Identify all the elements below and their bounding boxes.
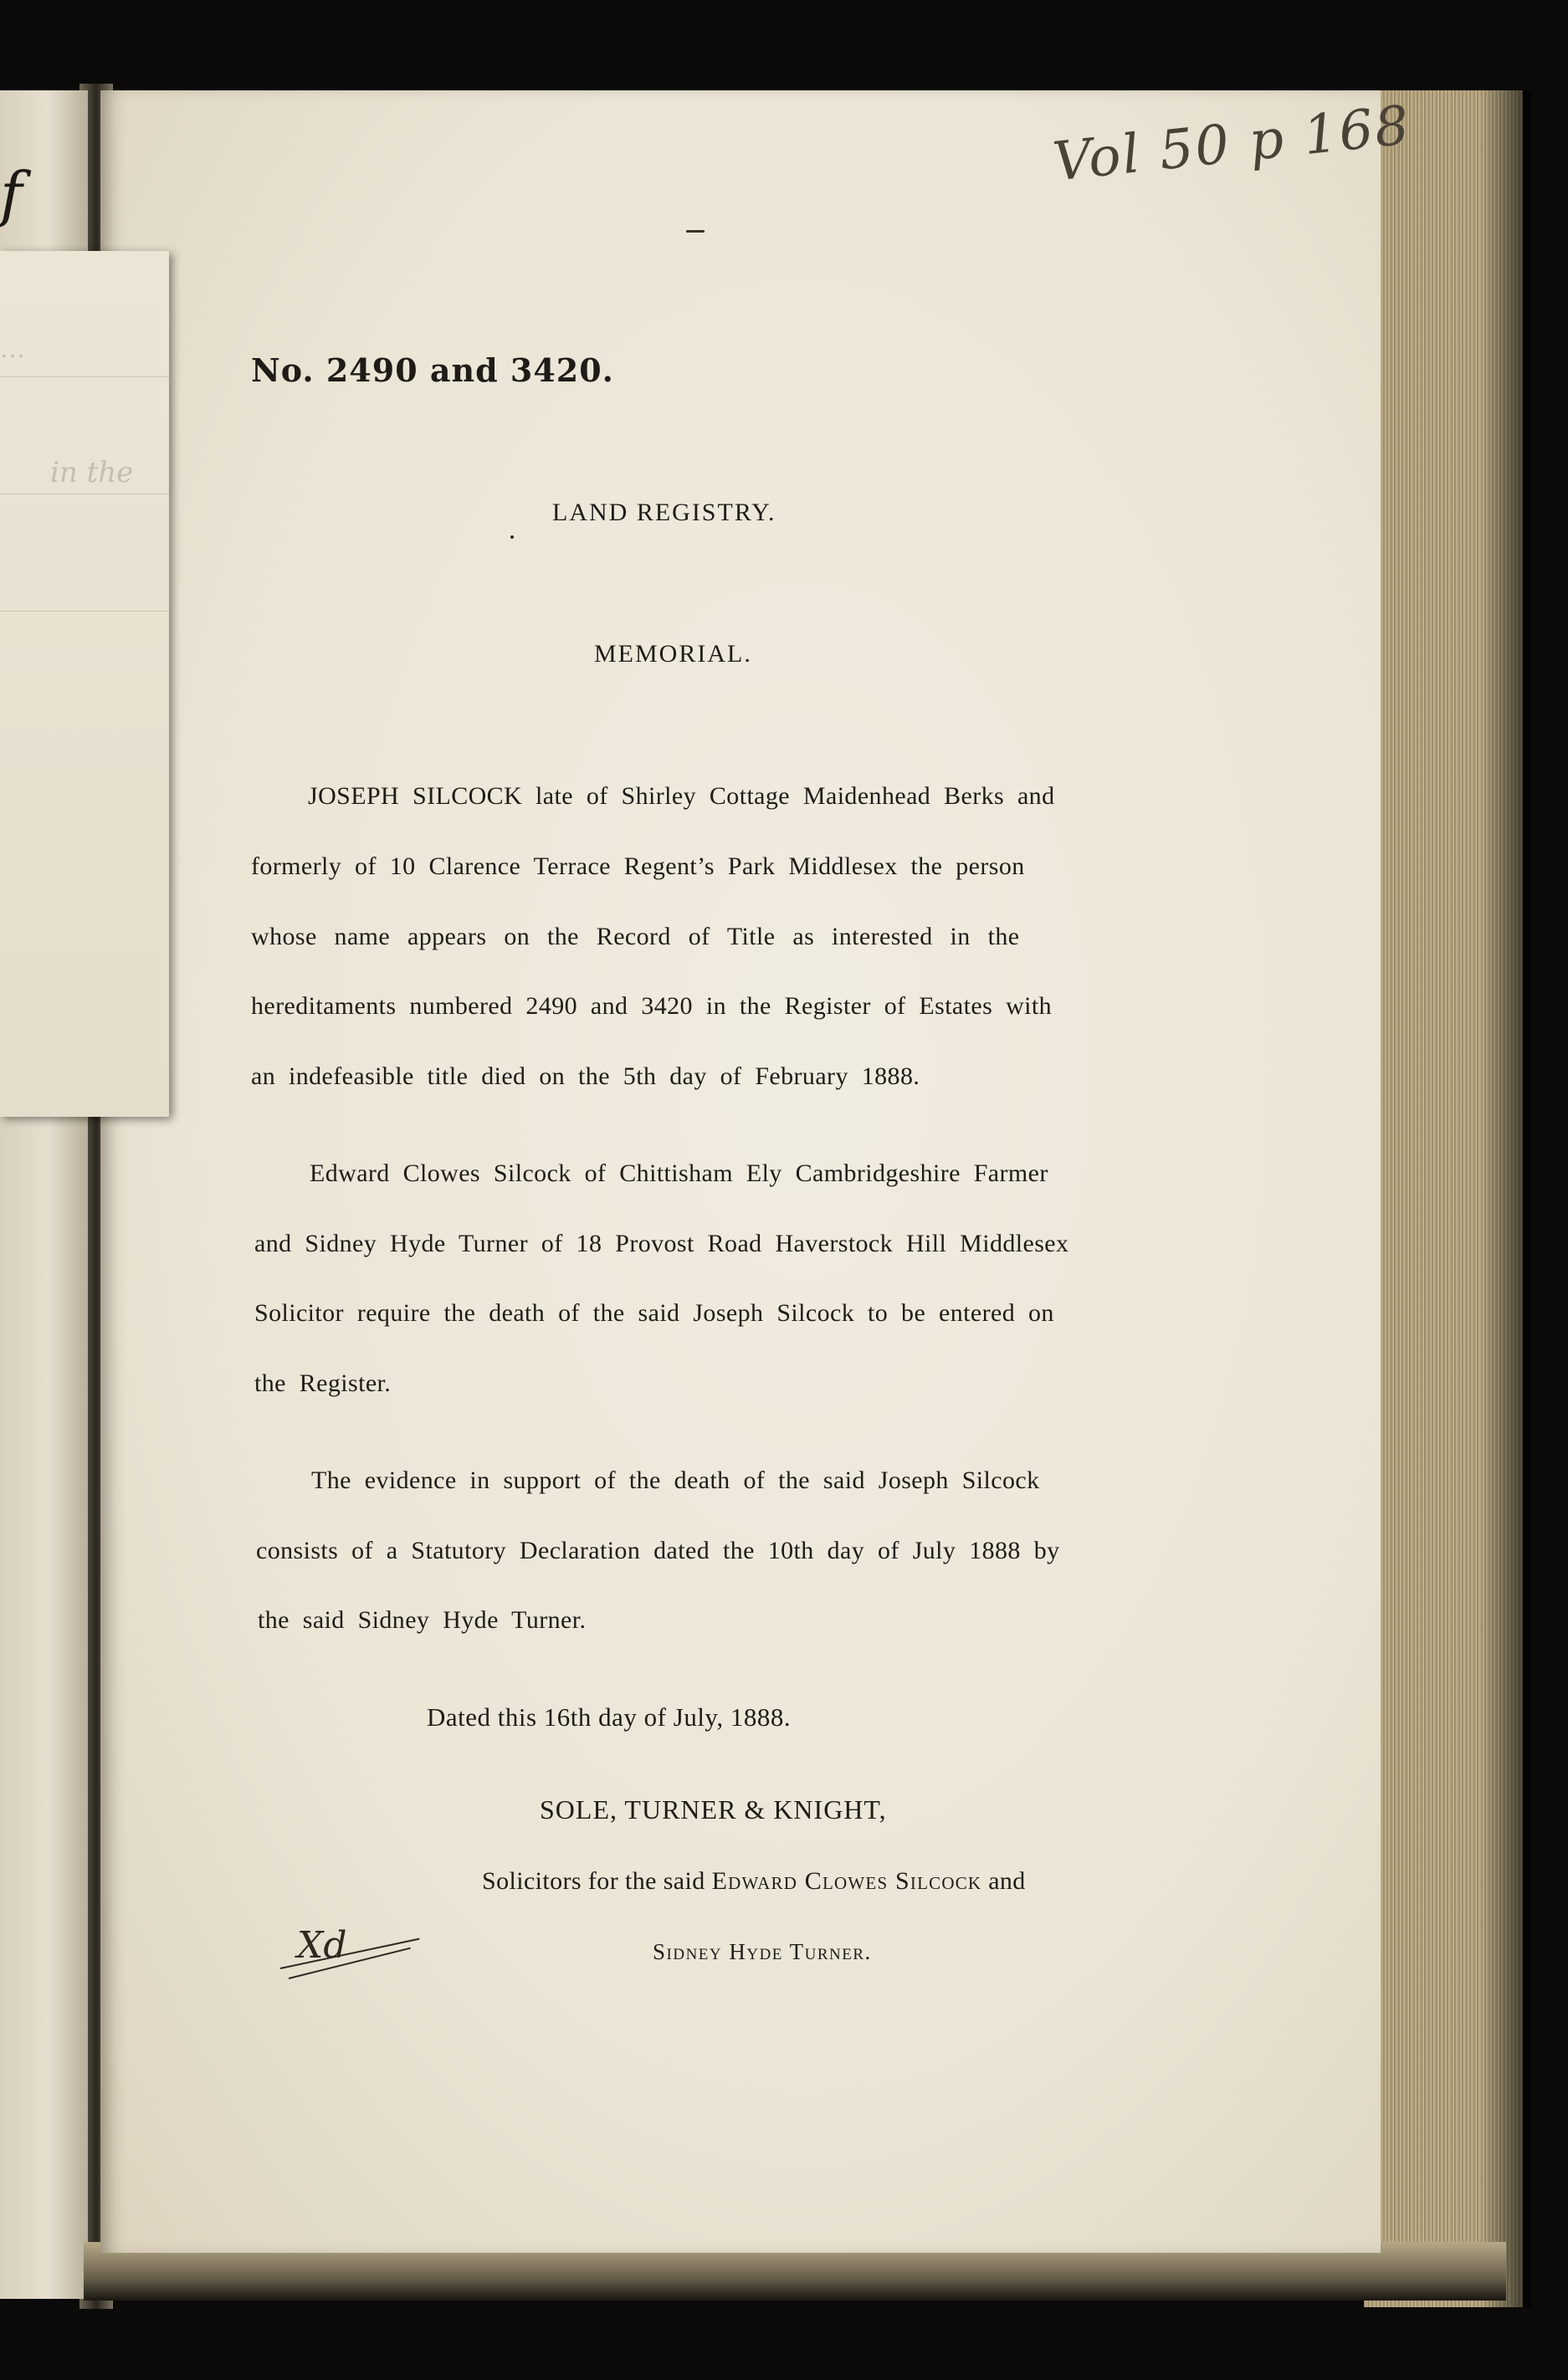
paper-speck: [510, 535, 514, 539]
tipped-in-slip: [0, 251, 169, 1117]
paragraph-1-line: an indefeasible title died on the 5th day of February 1888.: [251, 1062, 920, 1090]
initials-text: Xd: [297, 1924, 347, 1967]
left-page-mark: f: [0, 159, 23, 229]
paragraph-1-line: JOSEPH SILCOCK late of Shirley Cottage Maidenhead Berks and: [308, 782, 1055, 810]
heading-land-registry: LAND REGISTRY.: [552, 499, 776, 526]
firm-name: SOLE, TURNER & KNIGHT,: [540, 1794, 887, 1825]
paragraph-3-line: consists of a Statutory Declaration dated the 10th day of July 1888 by: [256, 1537, 1060, 1564]
document-number: No. 2490 and 3420.: [251, 351, 614, 389]
paragraph-2-line: the Register.: [254, 1369, 392, 1397]
slip-rule: [0, 611, 169, 612]
solicitors-prefix: Solicitors for the said: [482, 1867, 705, 1895]
solicitors-name: Edward Clowes Silcock: [711, 1867, 982, 1895]
paper-mark: [686, 230, 705, 233]
paragraph-1-line: whose name appears on the Record of Title as interested in the: [251, 923, 1020, 950]
handwritten-reference: Vol 50 p 168: [1050, 95, 1414, 194]
dated-line: Dated this 16th day of July, 1888.: [427, 1702, 792, 1732]
slip-ghost-text: in the: [50, 456, 134, 489]
fore-edge-shadow: [1481, 90, 1531, 2307]
handwritten-initials: [297, 1924, 414, 1983]
solicitors-name-continued: Sidney Hyde Turner.: [653, 1939, 872, 1964]
solicitors-line: [482, 1867, 1026, 1896]
paragraph-3-line: the said Sidney Hyde Turner.: [258, 1606, 587, 1634]
paragraph-3-line: The evidence in support of the death of the said Joseph Silcock: [311, 1466, 1040, 1494]
heading-memorial: MEMORIAL.: [594, 640, 752, 668]
paragraph-2-line: Solicitor require the death of the said Joseph Silcock to be entered on: [254, 1299, 1054, 1327]
paragraph-1-line: hereditaments numbered 2490 and 3420 in the Register of Estates with: [251, 992, 1052, 1020]
slip-rule: [0, 376, 169, 377]
solicitors-suffix: and: [988, 1867, 1026, 1895]
paragraph-1-line: formerly of 10 Clarence Terrace Regent’s Park Middlesex the person: [251, 852, 1025, 880]
paragraph-2-line: and Sidney Hyde Turner of 18 Provost Road Haverstock Hill Middlesex: [254, 1230, 1069, 1257]
slip-ghost-text: …: [0, 335, 25, 364]
paragraph-2-line: Edward Clowes Silcock of Chittisham Ely Cambridgeshire Farmer: [310, 1159, 1048, 1187]
